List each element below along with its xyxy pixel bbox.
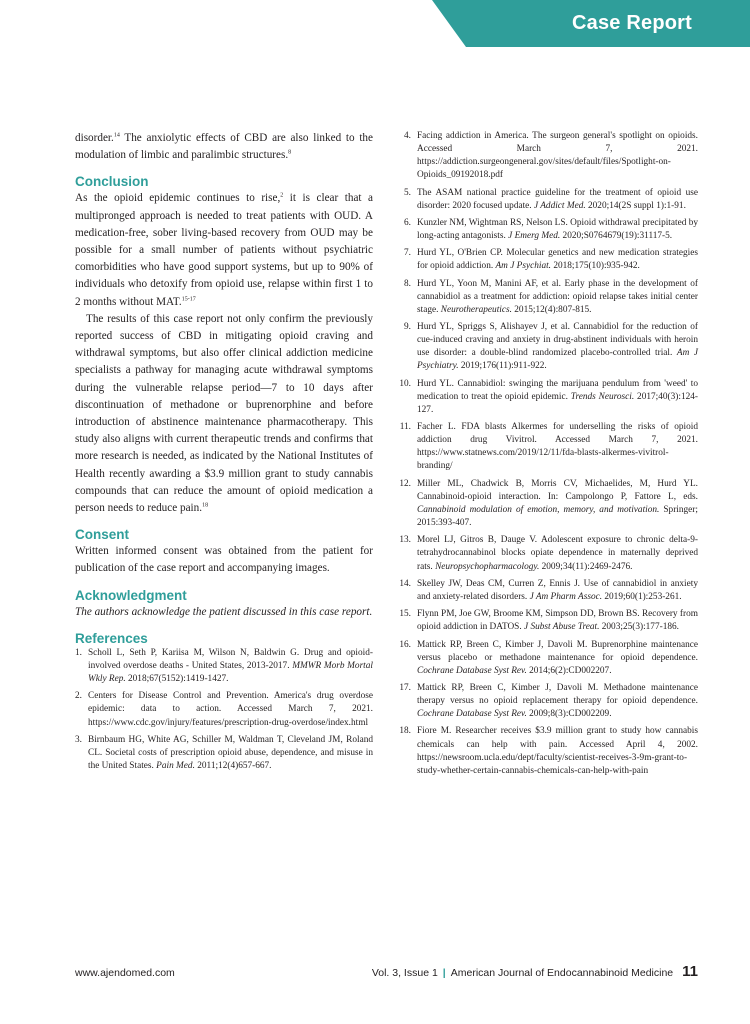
reference-item bbox=[396, 608, 698, 634]
footer-journal: American Journal of Endocannabinoid Medicine bbox=[450, 967, 674, 979]
reference-text: Miller ML, Chadwick B, Morris CV, Michaelides, M, Hurd YL. Cannabinoid-opioid interaction. In: Campolongo P, Fattore L, eds. Cannabinoid modulation of emotion, memory, and motivation. Springer; 2015:393-407. bbox=[417, 478, 698, 529]
reference-text: Hurd YL, Yoon M, Manini AF, et al. Early phase in the development of cannabidiol as a treatment for addiction: opioid relapse takes initial center stage. Neurotherapeutics. 2015;12(4):807-815. bbox=[417, 278, 698, 315]
reference-number: 1. bbox=[75, 647, 82, 658]
reference-text: Morel LJ, Gitros B, Dauge V. Adolescent exposure to chronic delta-9-tetrahydrocannabinol blocks opiate dependence in maternally deprived rats. Neuropsychopharmacology. 2009;34(11):2469-2476. bbox=[417, 535, 698, 572]
reference-item bbox=[75, 734, 373, 773]
reference-journal: J Subst Abuse Treat. bbox=[524, 622, 600, 633]
right-column bbox=[396, 130, 698, 782]
reference-journal: Neuropsychopharmacology. bbox=[435, 561, 540, 572]
reference-text: Centers for Disease Control and Prevention. America's drug overdose epidemic: data to action. Accessed March 7, 2021. https://www.cdc.gov/injury/features/prescription-drug-overdose/index.html bbox=[88, 691, 373, 728]
reference-text: Hurd YL, O'Brien CP. Molecular genetics and new medication strategies for opioid addiction. Am J Psychiat. 2018;175(10):935-942. bbox=[417, 248, 698, 272]
reference-text: Mattick RP, Breen C, Kimber J, Davoli M. Methadone maintenance therapy versus no opioid replacement therapy for opioid dependence. Cochrane Database Syst Rev. 2009;8(3):CD002209. bbox=[417, 683, 698, 720]
reference-number: 18. bbox=[399, 726, 411, 737]
reference-item bbox=[396, 421, 698, 473]
reference-number: 11. bbox=[399, 422, 411, 433]
reference-item bbox=[396, 321, 698, 373]
reference-number: 2. bbox=[75, 691, 82, 702]
reference-number: 12. bbox=[399, 478, 411, 489]
reference-number: 5. bbox=[404, 187, 411, 198]
conclusion-paragraph-1: As the opioid epidemic continues to rise,$^2$ it is clear that a multipronged approach is needed to treat patients with OUD. A medication-free, sober living-based recovery from OUD may be possible for a small number of patients without psychiatric comorbidities who have good support systems, but up to 90% of individuals who detoxify from opioid use, relapse within first 1 to 2 months without MAT.$^{15-17}$ bbox=[75, 192, 373, 308]
reference-text: The ASAM national practice guideline for the treatment of opioid use disorder: 2020 focused update. J Addict Med. 2020;14(2S suppl 1):1-91. bbox=[417, 187, 698, 211]
reference-text: Scholl L, Seth P, Kariisa M, Wilson N, Baldwin G. Drug and opioid-involved overdose deaths - United States, 2013-2017. MMWR Morb Mortal Wkly Rep. 2018;67(5152):1419-1427. bbox=[88, 647, 373, 685]
reference-text: Birnbaum HG, White AG, Schiller M, Waldman T, Cleveland JM, Roland CL. Societal costs of prescription opioid abuse, dependence, and misuse in the United States. Pain Med. 2011;12(4)657-667. bbox=[88, 734, 373, 771]
reference-item bbox=[396, 682, 698, 721]
reference-journal: Cochrane Database Syst Rev. bbox=[417, 665, 527, 676]
intro-paragraph: disorder.$^{14}$ The anxiolytic effects of CBD are also linked to the modulation of limbic and paralimbic structures.$^8$ bbox=[75, 132, 373, 162]
reference-number: 15. bbox=[399, 609, 411, 620]
left-column bbox=[75, 130, 373, 777]
reference-text: Hurd YL. Cannabidiol: swinging the marijuana pendulum from 'weed' to medication to treat the opioid epidemic. Trends Neurosci. 2017;40(3):124-127. bbox=[417, 378, 698, 415]
reference-item bbox=[396, 130, 698, 182]
reference-item bbox=[396, 534, 698, 573]
reference-number: 13. bbox=[399, 535, 411, 546]
reference-text: Hurd YL, Spriggs S, Alishayev J, et al. Cannabidiol for the reduction of cue-induced craving and anxiety in drug-abstinent individuals with heroin use disorder: a double-blind randomized placebo-controlled trial. Am J Psychiatry. 2019;176(11):911-922. bbox=[417, 322, 698, 372]
conclusion-paragraph-2: The results of this case report not only confirm the previously reported success of CBD in mitigating opioid craving and withdrawal symptoms, but also offer clinical addiction medicine specialists a pathway for managing acute withdrawal symptoms during the vulnerable relapse period—7 to 10 days after discontinuation of methadone or buprenorphine and before introduction of abstinence maintenance pharmacotherapy. This study also aligns with current therapeutic trends and confirms that more research is needed, as indicated by the National Institutes of Health recently awarding a $3.9 million grant to study cannabis compounds that can reduce the amount of opioid medication a person needs to reduce pain.$^{18}$ bbox=[75, 312, 373, 515]
page-number: 11 bbox=[682, 963, 698, 980]
reference-item bbox=[396, 217, 698, 243]
reference-item bbox=[75, 690, 373, 729]
reference-number: 4. bbox=[404, 131, 411, 141]
reference-journal: J Addict Med. bbox=[533, 200, 586, 211]
reference-journal: Trends Neurosci. bbox=[570, 391, 635, 402]
reference-journal: Am J Psychiat. bbox=[495, 261, 552, 272]
reference-journal: J Am Pharm Assoc. bbox=[529, 591, 603, 602]
reference-number: 7. bbox=[404, 248, 411, 259]
reference-text: Mattick RP, Breen C, Kimber J, Davoli M. Buprenorphine maintenance versus placebo or methadone maintenance for opioid dependence. Cochrane Database Syst Rev. 2014;6(2):CD002207. bbox=[417, 639, 698, 676]
reference-number: 8. bbox=[404, 278, 411, 289]
references-list-right bbox=[396, 130, 698, 778]
reference-item bbox=[396, 639, 698, 678]
section-label: Case Report bbox=[571, 12, 692, 34]
footer-citation bbox=[372, 963, 698, 980]
acknowledgment-heading: Acknowledgment bbox=[75, 587, 187, 603]
reference-item bbox=[396, 187, 698, 213]
reference-number: 9. bbox=[404, 322, 411, 333]
references-heading: References bbox=[75, 630, 148, 646]
reference-text: Flynn PM, Joe GW, Broome KM, Simpson DD, Brown BS. Recovery from opioid addiction in DATOS. J Subst Abuse Treat. 2003;25(3):177-186. bbox=[417, 609, 698, 633]
acknowledgment-text: The authors acknowledge the patient discussed in this case report. bbox=[75, 605, 373, 618]
reference-item bbox=[396, 478, 698, 530]
reference-number: 6. bbox=[404, 217, 411, 228]
reference-text: Fiore M. Researcher receives $3.9 million grant to study how cannabis chemicals can help with pain. Accessed April 4, 2002. https://newsroom.ucla.edu/dept/faculty/scientist-receives-3-9m-grant-to-study-whether-certain-cannabis-chemicals-can-help-with-pain bbox=[417, 726, 698, 776]
reference-number: 16. bbox=[399, 639, 411, 650]
reference-number: 17. bbox=[399, 683, 411, 693]
reference-text: Facher L. FDA blasts Alkermes for underselling the risks of opioid addiction drug Vivitrol. Accessed March 7, 2021. https://www.statnews.com/2019/12/11/fda-blasts-alkermes-vivitrol-branding/ bbox=[417, 422, 698, 472]
footer-issue: Vol. 3, Issue 1 bbox=[371, 967, 438, 979]
reference-item bbox=[396, 725, 698, 777]
reference-journal: MMWR Morb Mortal Wkly Rep. bbox=[88, 660, 373, 685]
consent-text: Written informed consent was obtained from the patient for publication of the case report and accompanying images. bbox=[75, 545, 373, 575]
reference-item bbox=[396, 278, 698, 317]
reference-number: 14. bbox=[399, 578, 411, 589]
reference-journal: Cochrane Database Syst Rev. bbox=[417, 709, 527, 720]
reference-journal: J Emerg Med. bbox=[508, 231, 561, 242]
reference-item bbox=[396, 578, 698, 604]
consent-heading: Consent bbox=[75, 527, 129, 543]
references-list-left bbox=[75, 647, 373, 773]
conclusion-heading: Conclusion bbox=[75, 174, 149, 190]
reference-journal: Pain Med. bbox=[156, 761, 195, 771]
reference-text: Skelley JW, Deas CM, Curren Z, Ennis J. Use of cannabidiol in anxiety and anxiety-related disorders. J Am Pharm Assoc. 2019;60(1):253-261. bbox=[417, 578, 698, 602]
reference-journal: Am J Psychiatry. bbox=[417, 348, 698, 372]
reference-text: Kunzler NM, Wightman RS, Nelson LS. Opioid withdrawal precipitated by long-acting antagonists. J Emerg Med. 2020;S0764679(19):31117-5. bbox=[417, 217, 698, 242]
reference-journal: Cannabinoid modulation of emotion, memory, and motivation. bbox=[417, 504, 660, 515]
reference-item bbox=[396, 378, 698, 417]
reference-text: Facing addiction in America. The surgeon general's spotlight on opioids. Accessed March 7, 2021. https://addiction.surgeongeneral.gov/sites/default/files/Spotlight-on-Opioids_09192018.pdf bbox=[417, 131, 698, 181]
reference-number: 10. bbox=[399, 378, 411, 389]
reference-item bbox=[396, 247, 698, 273]
footer-website[interactable]: www.ajendomed.com bbox=[75, 967, 175, 979]
reference-number: 3. bbox=[75, 734, 82, 745]
reference-journal: Neurotherapeutics. bbox=[440, 304, 512, 315]
footer-separator: | bbox=[442, 967, 446, 979]
reference-item bbox=[75, 647, 373, 686]
